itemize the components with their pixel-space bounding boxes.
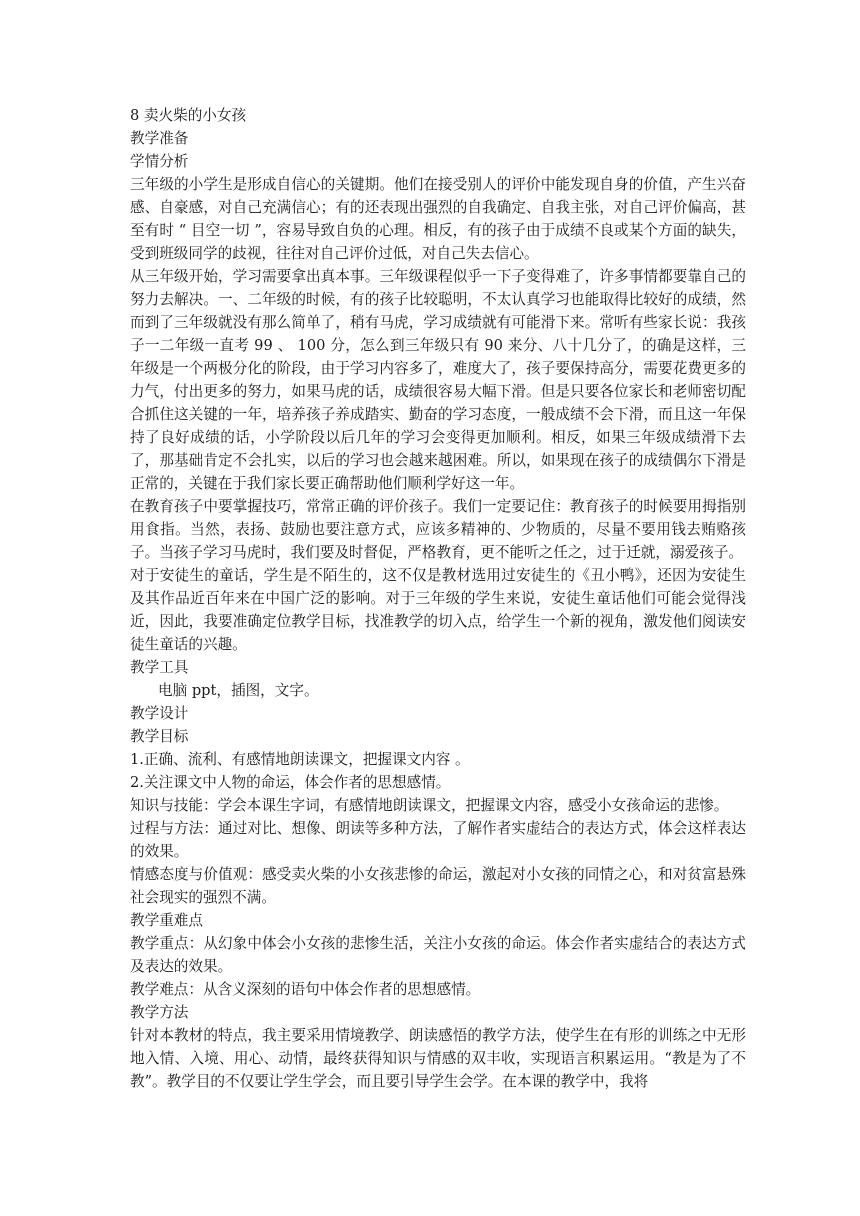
- heading-student-analysis: 学情分析: [130, 153, 189, 170]
- goal-item: 情感态度与价值观：感受卖火柴的小女孩悲惨的命运，激起对小女孩的同情之心，和对贫富悬殊社会现实的强烈不满。: [130, 866, 746, 906]
- paragraph: 三年级的小学生是形成自信心的关键期。他们在接受别人的评价中能发现自身的价值，产生兴奋感、自豪感，对自己充满信心；有的还表现出强烈的自我确定、自我主张，对自己评价偏高，甚至有时 “ 目空一切 ”，容易导致自负的心理。相反，有的孩子由于成绩不良或某个方面的缺失，受到班级同学的歧视，往往对自己评价过低，对自己失去信心。: [130, 176, 746, 262]
- lesson-title: 8 卖火柴的小女孩: [130, 107, 247, 124]
- heading-goals: 教学目标: [130, 728, 189, 745]
- paragraph: 针对本教材的特点，我主要采用情境教学、朗读感悟的教学方法，使学生在有形的训练之中无形地入情、入境、用心、动情，最终获得知识与情感的双丰收，实现语言积累运用。“教是为了不教”。教学目的不仅要让学生学会，而且要引导学生会学。在本课的教学中，我将: [130, 1027, 746, 1090]
- key-point: 教学难点：从含义深刻的语句中体会作者的思想感情。: [130, 981, 481, 998]
- key-point: 教学重点：从幻象中体会小女孩的悲惨生活，关注小女孩的命运。体会作者实虚结合的表达方式及表达的效果。: [130, 935, 746, 975]
- goal-item: 1.正确、流利、有感情地朗读课文，把握课文内容 。: [130, 751, 470, 768]
- heading-preparation: 教学准备: [130, 130, 189, 147]
- goal-item: 2.关注课文中人物的命运，体会作者的思想感情。: [130, 774, 451, 791]
- paragraph: 在教育孩子中要掌握技巧，常常正确的评价孩子。我们一定要记住：教育孩子的时候要用拇指别用食指。当然，表扬、鼓励也要注意方式，应该多精神的、少物质的，尽量不要用钱去贿赂孩子。当孩子学习马虎时，我们要及时督促，严格教育，更不能听之任之，过于迁就，溺爱孩子。: [130, 498, 746, 561]
- tools-text: 电脑 ppt，插图，文字。: [158, 682, 319, 699]
- paragraph: 对于安徒生的童话，学生是不陌生的，这不仅是教材选用过安徒生的《丑小鸭》，还因为安徒生及其作品近百年来在中国广泛的影响。对于三年级的学生来说，安徒生童话他们可能会觉得浅近，因此，我要准确定位教学目标，找准教学的切入点，给学生一个新的视角，激发他们阅读安徒生童话的兴趣。: [130, 567, 746, 653]
- goal-item: 过程与方法：通过对比、想像、朗读等多种方法，了解作者实虚结合的表达方式，体会这样表达的效果。: [130, 820, 746, 860]
- goal-item: 知识与技能：学会本课生字词，有感情地朗读课文，把握课文内容，感受小女孩命运的悲惨。: [130, 797, 729, 814]
- heading-tools: 教学工具: [130, 659, 189, 676]
- heading-method: 教学方法: [130, 1004, 189, 1021]
- paragraph: 从三年级开始，学习需要拿出真本事。三年级课程似乎一下子变得难了，许多事情都要靠自己的努力去解决。一、二年级的时候，有的孩子比较聪明，不太认真学习也能取得比较好的成绩，然而到了三年级就没有那么简单了，稍有马虎，学习成绩就有可能滑下来。常听有些家长说：我孩子一二年级一直考 99 、 100 分，怎么到三年级只有 90 来分、八十几分了，的确是这样，三年级是一个两极分化的阶段，由于学习内容多了，难度大了，孩子要保持高分，需要花费更多的力气，付出更多的努力，如果马虎的话，成绩很容易大幅下滑。但是只要各位家长和老师密切配合抓住这关键的一年，培养孩子养成踏实、勤奋的学习态度，一般成绩不会下滑，而且这一年保持了良好成绩的话，小学阶段以后几年的学习会变得更加顺利。相反，如果三年级成绩滑下去了，那基础肯定不会扎实，以后的学习也会越来越困难。所以，如果现在孩子的成绩偶尔下滑是正常的，关键在于我们家长要正确帮助他们顺利学好这一年。: [130, 268, 746, 492]
- document-page: [130, 104, 746, 1093]
- heading-key-points: 教学重难点: [130, 912, 203, 929]
- heading-design: 教学设计: [130, 705, 189, 722]
